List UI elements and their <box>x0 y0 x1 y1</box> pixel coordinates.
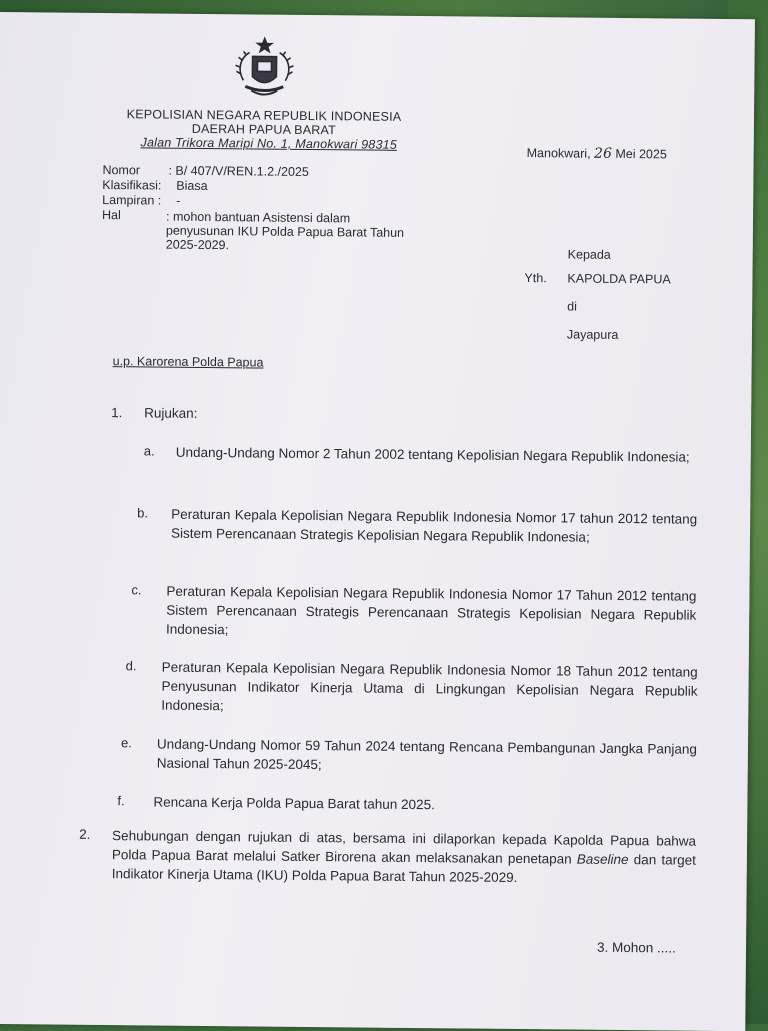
month-year: Mei 2025 <box>615 146 667 162</box>
item-b-marker: b. <box>137 505 149 521</box>
place-date <box>527 145 667 162</box>
nomor-value: : B/ 407/V/REN.1.2./2025 <box>168 163 309 179</box>
letterhead-address: Jalan Trikora Maripi No. 1, Manokwari 98315 <box>140 135 397 152</box>
nomor-label: Nomor <box>102 162 141 178</box>
section-1-title: Rujukan: <box>144 405 198 421</box>
item-f-text: Rencana Kerja Polda Papua Barat tahun 2025. <box>153 794 435 813</box>
item-d-marker: d. <box>125 658 137 674</box>
item-c-text: Peraturan Kepala Kepolisian Negara Republik Indonesia Nomor 17 Tahun 2012 tentang Sistem Perencanaan Strategis Perencanaan Strategis Kepolisian Negara Republik Indonesia; <box>166 583 697 638</box>
item-a-marker: a. <box>143 443 155 459</box>
section-1-number: 1. <box>111 405 123 421</box>
item-b-text: Peraturan Kepala Kepolisian Negara Republik Indonesia Nomor 17 tahun 2012 tentang Sistem Perencanaan Strategis Kepolisian Negara Republik Indonesia; <box>170 506 698 545</box>
item-c-marker: c. <box>131 582 142 598</box>
item-e-marker: e. <box>120 735 132 751</box>
kepada-label: Kepada <box>567 247 611 262</box>
item-e-text: Undang-Undang Nomor 59 Tahun 2024 tentang Rencana Pembangunan Jangka Panjang Nasional Tahun 2025-2045; <box>156 736 698 773</box>
baseline-term: Baseline <box>576 851 629 868</box>
hal-value: : mohon bantuan Asistensi dalam penyusunan IKU Polda Papua Barat Tahun 2025-2029. <box>165 209 405 253</box>
place-city: Manokwari, <box>526 146 591 161</box>
hal-label: Hal <box>101 207 121 223</box>
letter-page <box>0 12 755 1031</box>
item-a-text: Undang-Undang Nomor 2 Tahun 2002 tentang Kepolisian Negara Republik Indonesia; <box>175 444 690 465</box>
section-2-text-start: Sehubungan dengan rujukan di atas, bersama ini dilaporkan kepada Kapolda Papua bahwa Polda Papua Barat melalui Satker Birorena akan melaksanakan penetapan <box>111 828 697 867</box>
attention-line: u.p. Karorena Polda Papua <box>112 354 264 370</box>
item-d-text: Peraturan Kepala Kepolisian Negara Republik Indonesia Nomor 18 Tahun 2012 tentang Penyusunan Indikator Kinerja Utama di Lingkungan Kepolisian Negara Republik Indonesia; <box>161 659 698 714</box>
section-2-text <box>112 826 697 889</box>
recipient-city: Jayapura <box>566 327 619 342</box>
section-2-number: 2. <box>79 826 91 842</box>
klasifikasi-label: Klasifikasi: <box>102 177 162 193</box>
police-crest-icon <box>227 34 302 107</box>
continuation-marker: 3. Mohon ..... <box>596 939 676 956</box>
lampiran-value: - <box>176 193 181 208</box>
yth-label: Yth. <box>524 271 547 286</box>
recipient-di: di <box>567 299 578 314</box>
lampiran-label: Lampiran : <box>102 192 162 208</box>
recipient-name: KAPOLDA PAPUA <box>567 271 671 287</box>
klasifikasi-value: Biasa <box>176 178 208 194</box>
letterhead-institution: KEPOLISIAN NEGARA REPUBLIK INDONESIA <box>126 107 402 124</box>
handwritten-day: 26 <box>593 145 612 162</box>
letterhead-region: DAERAH PAPUA BARAT <box>191 121 337 138</box>
section-2-text-end: dan target Indikator Kinerja Utama (IKU) Polda Papua Barat Tahun 2025-2029. <box>111 852 696 886</box>
item-f-marker: f. <box>117 793 125 809</box>
